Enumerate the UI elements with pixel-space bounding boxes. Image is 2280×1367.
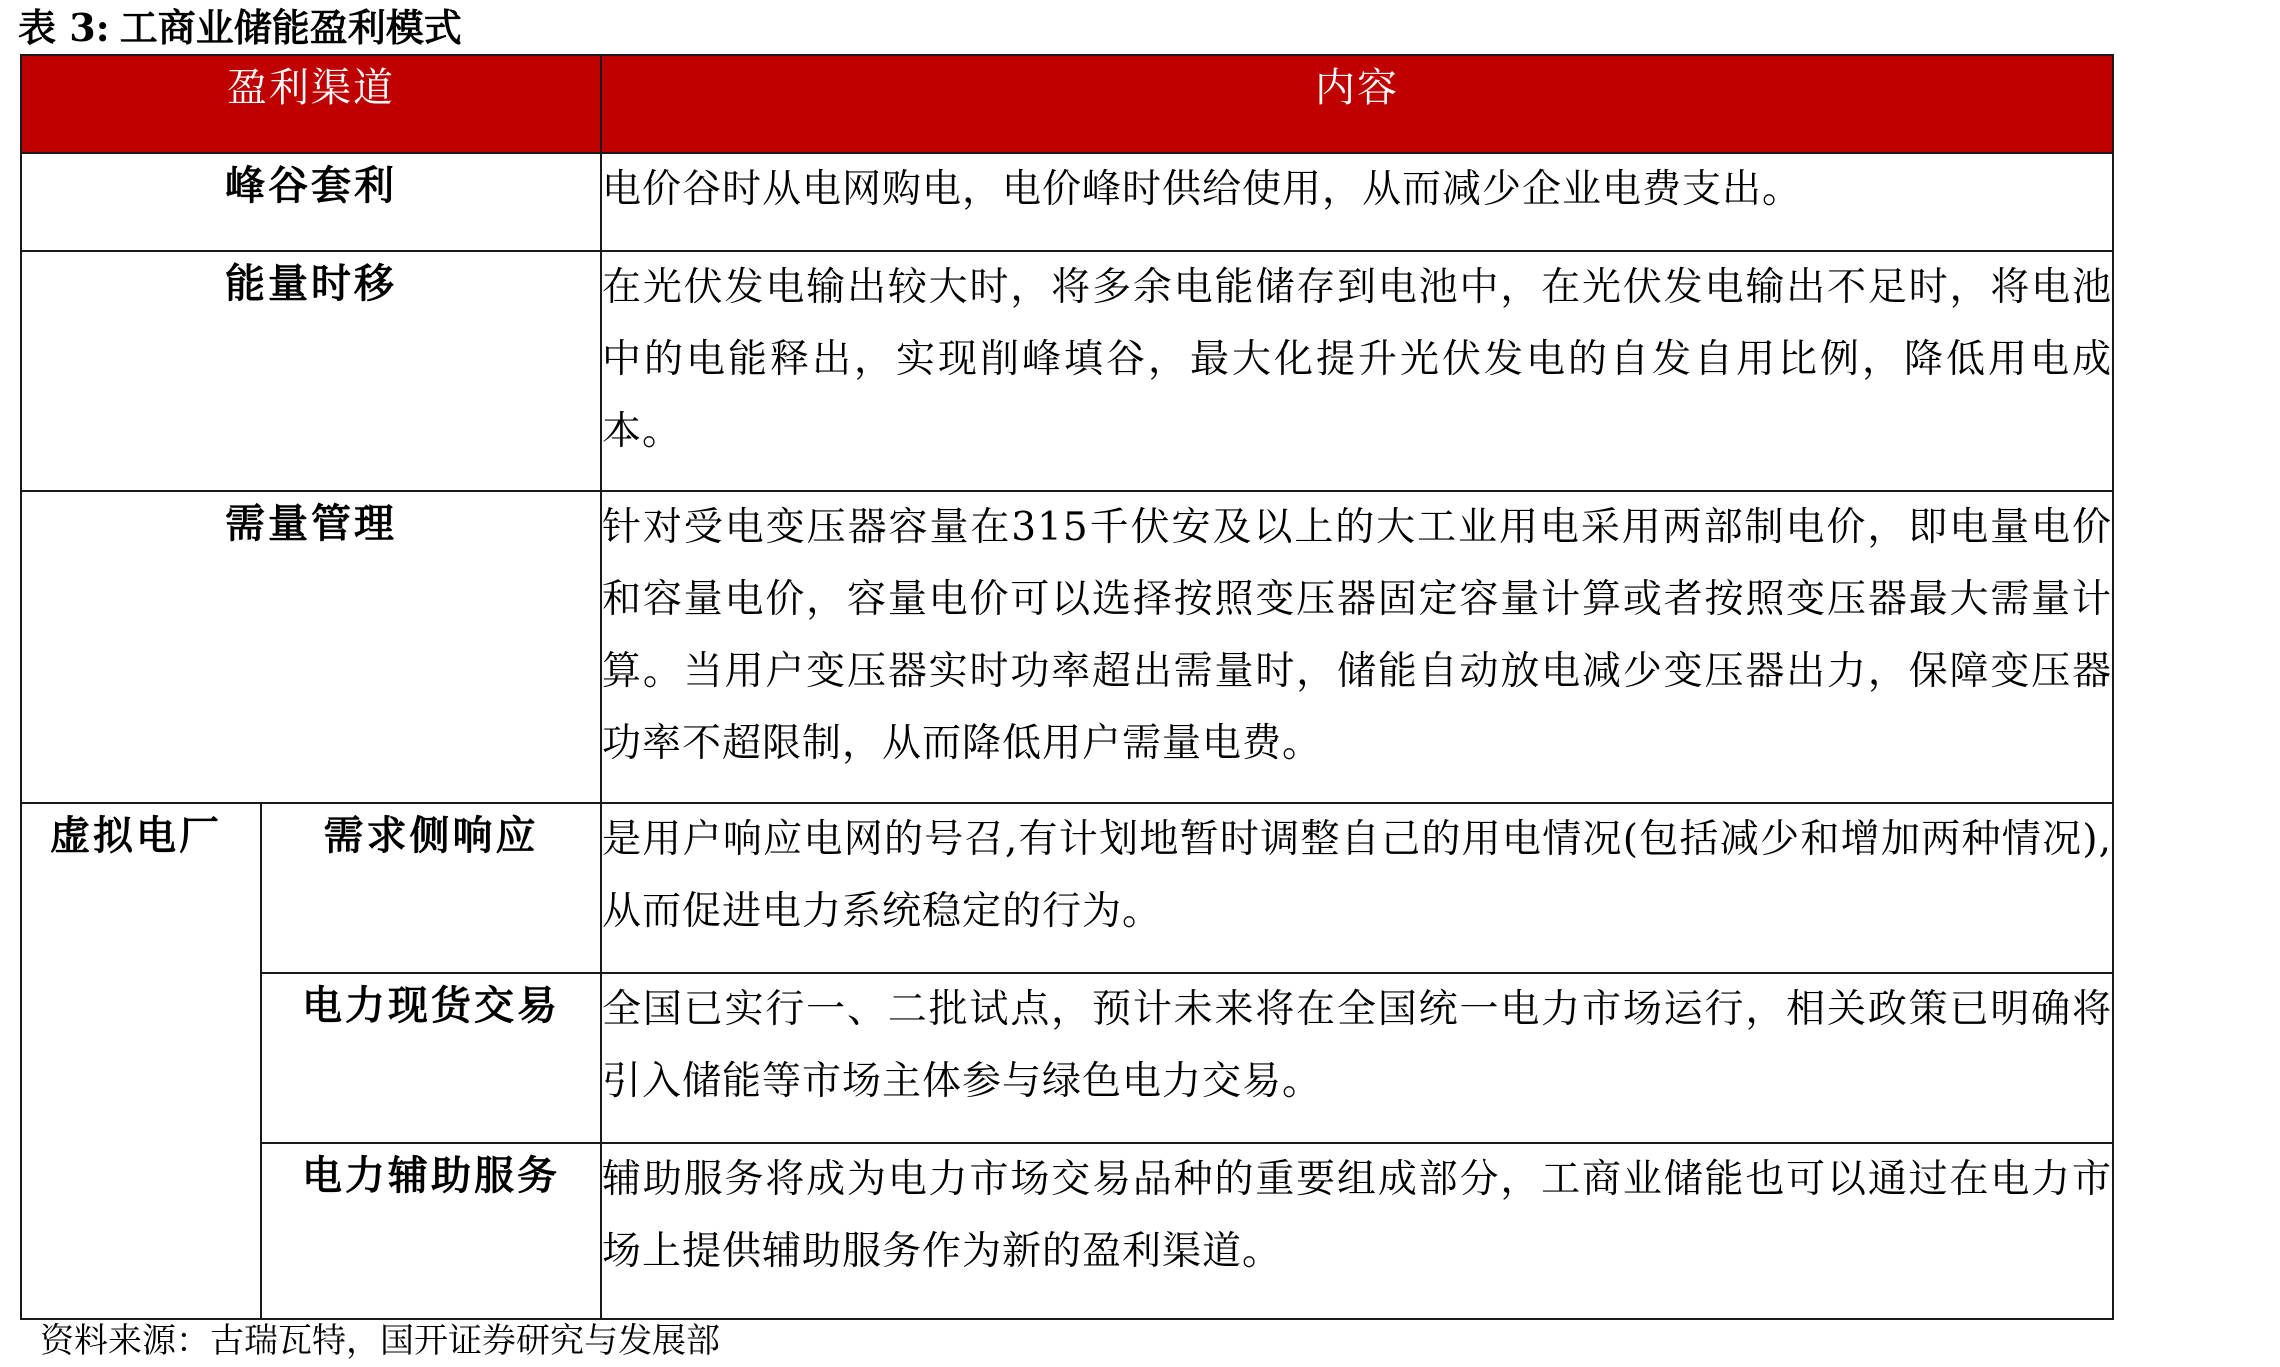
header-content: 内容 [601, 55, 2113, 153]
content-cell: 针对受电变压器容量在315千伏安及以上的大工业用电采用两部制电价，即电量电价和容量电价，容量电价可以选择按照变压器固定容量计算或者按照变压器最大需量计算。当用户变压器实时功率超出需量时，储能自动放电减少变压器出力，保障变压器功率不超限制，从而降低用户需量电费。 [601, 491, 2113, 803]
content-cell: 全国已实行一、二批试点，预计未来将在全国统一电力市场运行，相关政策已明确将引入储能等市场主体参与绿色电力交易。 [601, 973, 2113, 1143]
content-cell: 电价谷时从电网购电，电价峰时供给使用，从而减少企业电费支出。 [601, 153, 2113, 251]
table-header-row [21, 55, 2113, 153]
profit-model-table [20, 54, 2114, 1320]
sub-channel-cell: 电力现货交易 [261, 973, 601, 1143]
sub-channel-cell: 电力辅助服务 [261, 1143, 601, 1319]
sub-channel-cell: 需求侧响应 [261, 803, 601, 973]
table-caption [18, 2, 462, 54]
channel-cell: 需量管理 [21, 491, 601, 803]
source-note: 资料来源：古瑞瓦特，国开证券研究与发展部 [40, 1321, 720, 1361]
table-row [21, 153, 2113, 251]
table-row [21, 973, 2113, 1143]
table-row [21, 803, 2113, 973]
table-row [21, 491, 2113, 803]
group-cell: 虚拟电厂 [21, 803, 261, 1319]
content-cell: 是用户响应电网的号召,有计划地暂时调整自己的用电情况(包括减少和增加两种情况),从而促进电力系统稳定的行为。 [601, 803, 2113, 973]
channel-cell: 峰谷套利 [21, 153, 601, 251]
caption-label: 表 3: [18, 5, 110, 50]
table-row [21, 1143, 2113, 1319]
caption-title: 工商业储能盈利模式 [119, 5, 462, 50]
content-cell: 辅助服务将成为电力市场交易品种的重要组成部分，工商业储能也可以通过在电力市场上提供辅助服务作为新的盈利渠道。 [601, 1143, 2113, 1319]
content-cell: 在光伏发电输出较大时，将多余电能储存到电池中，在光伏发电输出不足时，将电池中的电能释出，实现削峰填谷，最大化提升光伏发电的自发自用比例，降低用电成本。 [601, 251, 2113, 491]
table-row [21, 251, 2113, 491]
header-channel: 盈利渠道 [21, 55, 601, 153]
channel-cell: 能量时移 [21, 251, 601, 491]
